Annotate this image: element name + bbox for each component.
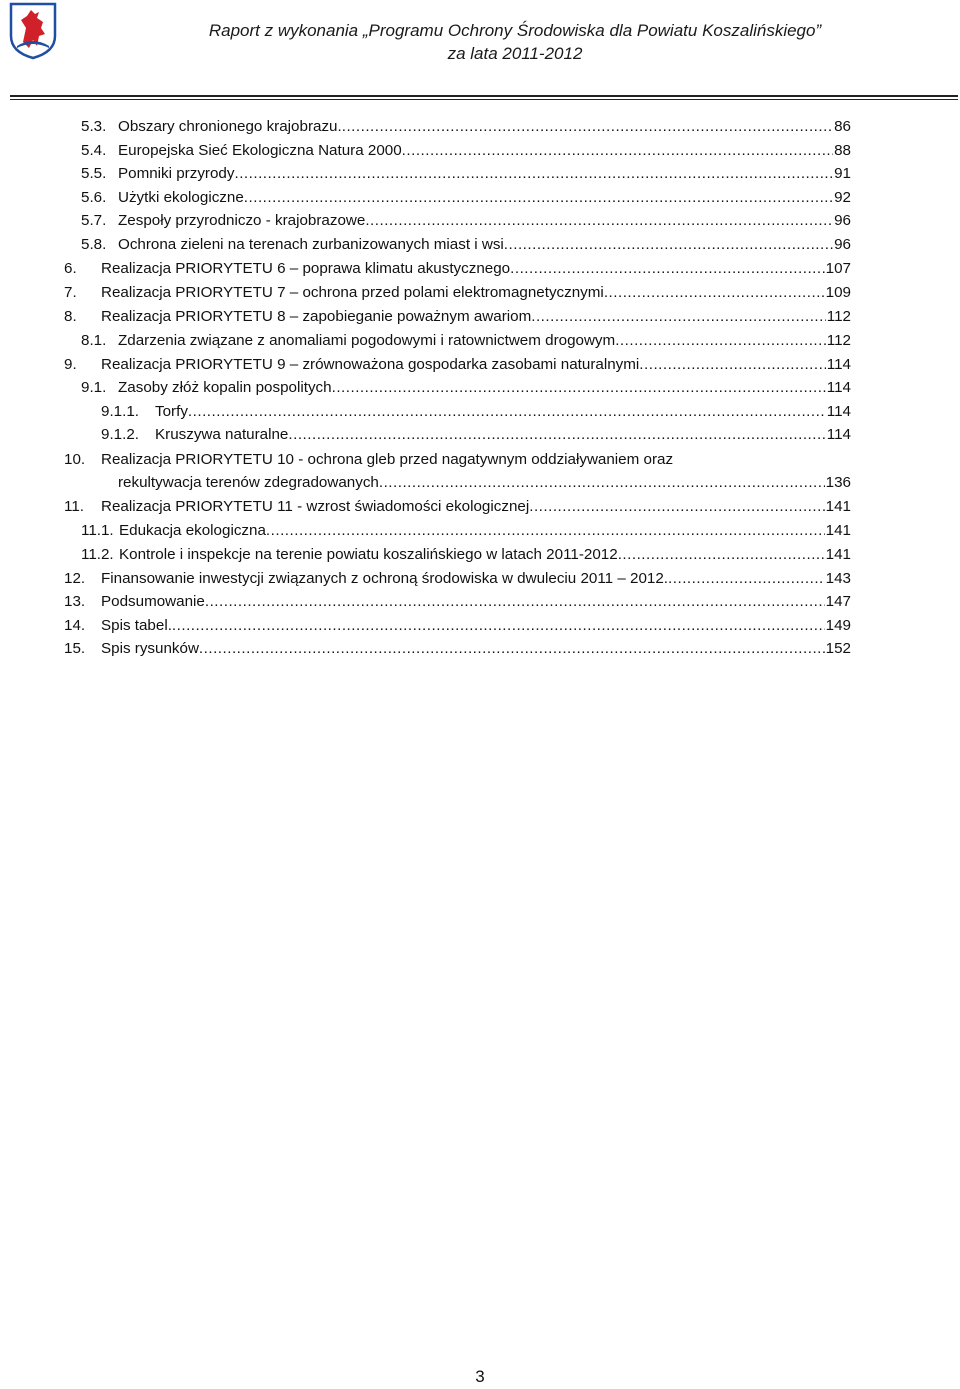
header-title: Raport z wykonania „Programu Ochrony Środowiska dla Powiatu Koszalińskiego”	[208, 21, 822, 40]
header-subtitle: za lata 2011-2012	[447, 44, 583, 63]
toc-entry[interactable]: 9.1.2. Kruszywa naturalne ..... 114	[101, 423, 851, 447]
toc-entry[interactable]: 10. Realizacja PRIORYTETU 10 - ochrona gleb przed nagatywnym oddziaływaniem oraz	[64, 451, 674, 468]
toc-entry[interactable]: 14. Spis tabel. ..... 149	[64, 614, 851, 638]
toc-entry-continuation[interactable]: rekultywacja terenów zdegradowanych ..... 136	[118, 471, 851, 495]
toc-entry[interactable]: 11.1. Edukacja ekologiczna ..... 141	[81, 519, 851, 543]
toc-entry[interactable]: 9.1.1. Torfy ..... 114	[101, 400, 851, 424]
header-rule-thin	[10, 99, 958, 100]
toc-entry[interactable]: 9.1. Zasoby złóż kopalin pospolitych ..... 114	[81, 376, 851, 400]
toc-entry[interactable]: 5.4. Europejska Sieć Ekologiczna Natura 2000 ..... 88	[81, 139, 851, 163]
toc-entry[interactable]: 5.3. Obszary chronionego krajobrazu. ..... 86	[81, 115, 851, 139]
toc-entry[interactable]: 5.7. Zespoły przyrodniczo - krajobrazowe ..... 96	[81, 209, 851, 233]
toc-entry[interactable]: 5.8. Ochrona zieleni na terenach zurbanizowanych miast i wsi ..... 96	[81, 233, 851, 257]
toc-entry[interactable]: 9. Realizacja PRIORYTETU 9 – zrównoważona gospodarka zasobami naturalnymi ..... 114	[64, 353, 851, 377]
toc-entry[interactable]: 8. Realizacja PRIORYTETU 8 – zapobieganie poważnym awariom ..... 112	[64, 305, 851, 329]
toc-entry[interactable]: 11. Realizacja PRIORYTETU 11 - wzrost świadomości ekologicznej ..... 141	[64, 495, 851, 519]
header-rule	[10, 95, 958, 97]
toc-entry[interactable]: 12. Finansowanie inwestycji związanych z ochroną środowiska w dwuleciu 2011 – 2012. ..... 143	[64, 567, 851, 591]
griffin-crest-icon	[9, 2, 57, 60]
toc-entry[interactable]: 5.5. Pomniki przyrody ..... 91	[81, 162, 851, 186]
page-number: 3	[475, 1367, 485, 1386]
toc-entry[interactable]: 11.2. Kontrole i inspekcje na terenie powiatu koszalińskiego w latach 2011-2012 ..... 141	[81, 543, 851, 567]
toc-entry[interactable]: 5.6. Użytki ekologiczne ..... 92	[81, 186, 851, 210]
toc-entry[interactable]: 15. Spis rysunków ..... 152	[64, 637, 851, 661]
page-header	[0, 0, 960, 100]
toc-entry[interactable]: 13. Podsumowanie ..... 147	[64, 590, 851, 614]
toc-entry[interactable]: 8.1. Zdarzenia związane z anomaliami pogodowymi i ratownictwem drogowym ..... 112	[81, 329, 851, 353]
toc-entry[interactable]: 6. Realizacja PRIORYTETU 6 – poprawa klimatu akustycznego ..... 107	[64, 257, 851, 281]
toc-entry[interactable]: 7. Realizacja PRIORYTETU 7 – ochrona przed polami elektromagnetycznymi ..... 109	[64, 281, 851, 305]
